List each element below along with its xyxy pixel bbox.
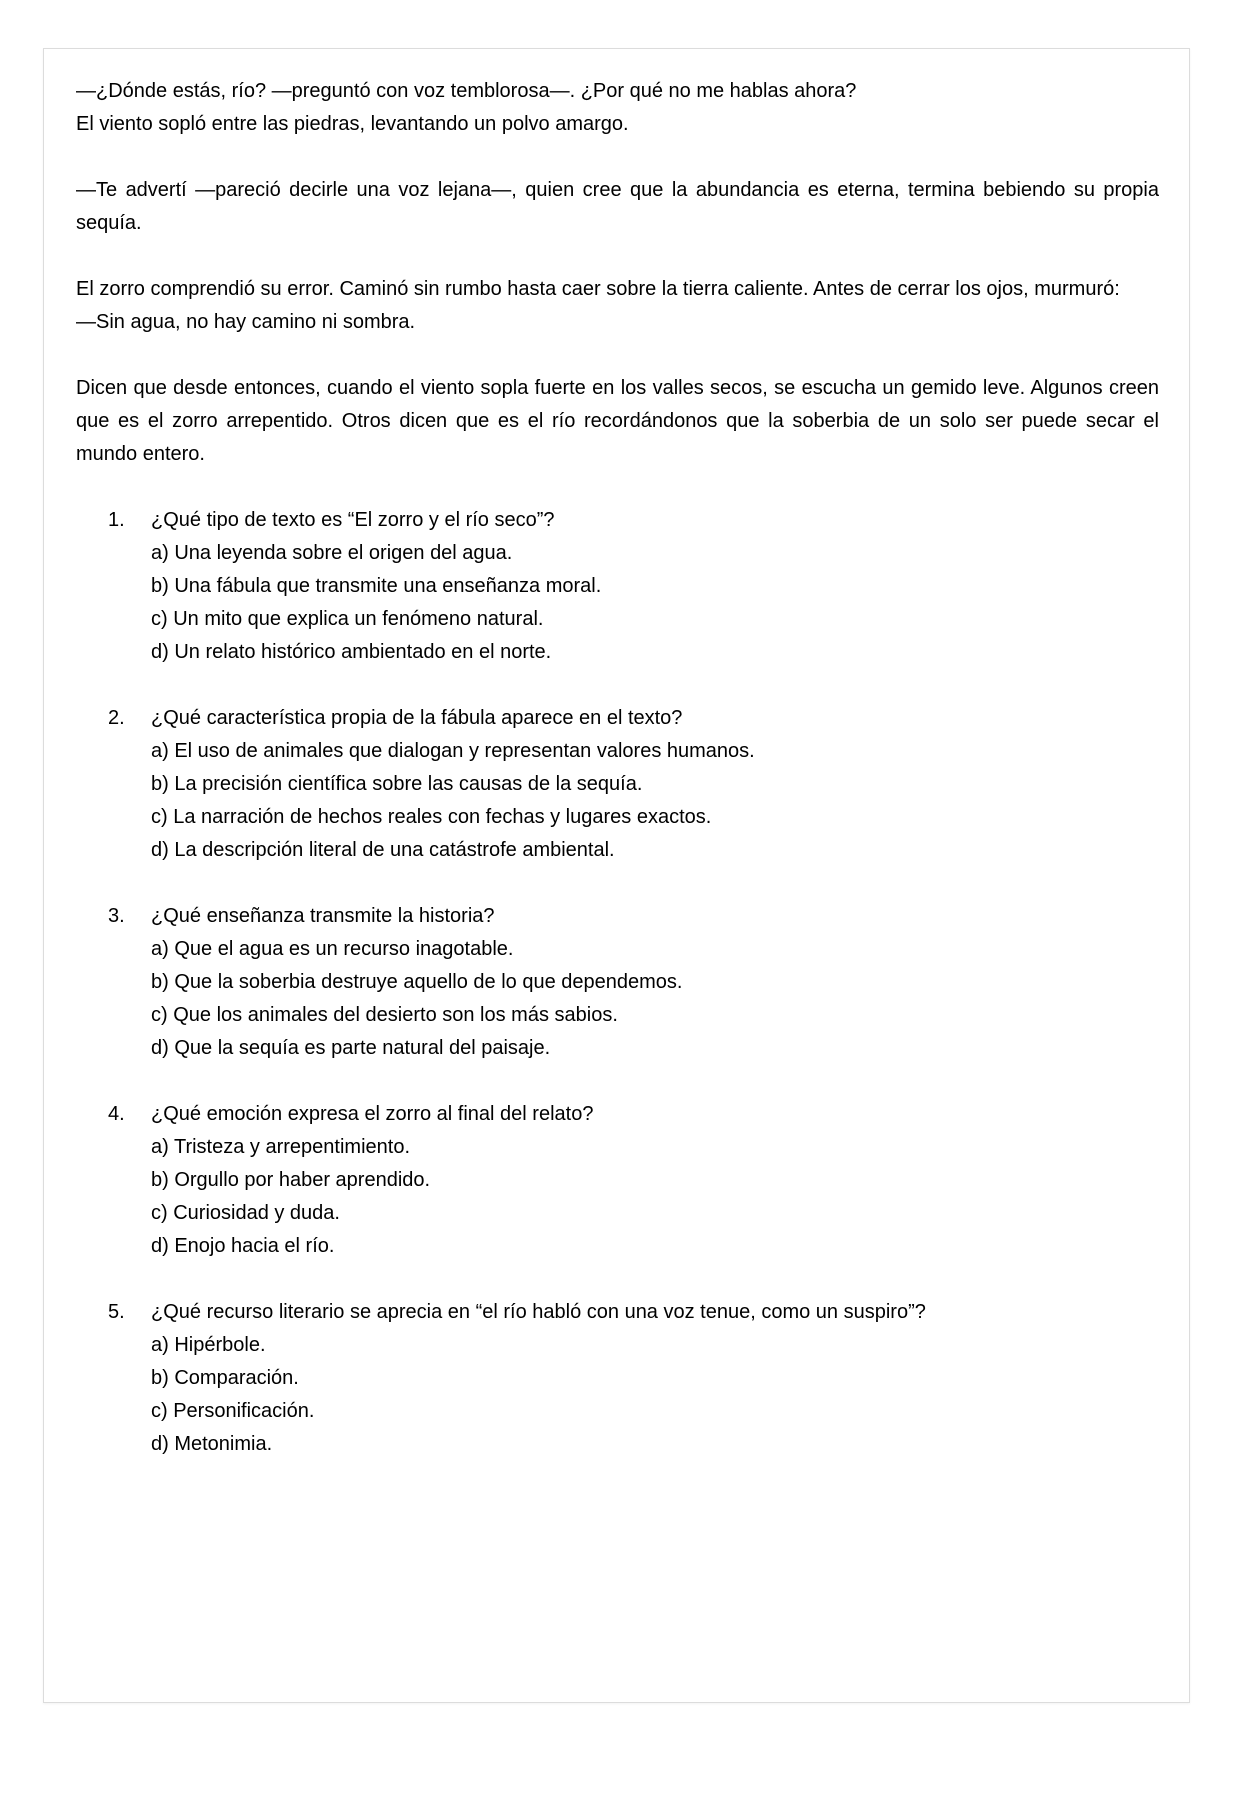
document-page: [43, 48, 1190, 1703]
story-quote-line: —Sin agua, no hay camino ni sombra.: [76, 311, 416, 333]
question-number: 1.: [108, 509, 125, 531]
story-paragraph-ending: Dicen que desde entonces, cuando el viento sopla fuerte en los valles secos, se escucha un gemido leve. Algunos creen que es el zorro arrepentido. Otros dicen que es el río recordándonos que la soberbia de un solo ser puede secar el mundo entero.: [76, 377, 1159, 465]
story-paragraph-error: [76, 273, 1159, 339]
question-number: 4.: [108, 1103, 125, 1125]
question-5: [76, 1296, 1159, 1461]
question-option-d: d) Enojo hacia el río.: [151, 1235, 335, 1257]
question-text: ¿Qué característica propia de la fábula aparece en el texto?: [151, 707, 683, 729]
question-option-b: b) Comparación.: [151, 1367, 299, 1389]
question-option-d: d) Que la sequía es parte natural del paisaje.: [151, 1037, 551, 1059]
question-option-a: a) Tristeza y arrepentimiento.: [151, 1136, 410, 1158]
story-line: El viento sopló entre las piedras, levantando un polvo amargo.: [76, 113, 629, 135]
question-number: 5.: [108, 1301, 125, 1323]
question-option-b: b) Que la soberbia destruye aquello de lo que dependemos.: [151, 971, 683, 993]
question-option-a: a) El uso de animales que dialogan y representan valores humanos.: [151, 740, 755, 762]
question-option-c: c) Curiosidad y duda.: [151, 1202, 340, 1224]
question-option-c: c) Un mito que explica un fenómeno natural.: [151, 608, 544, 630]
question-option-c: c) Personificación.: [151, 1400, 315, 1422]
question-option-a: a) Hipérbole.: [151, 1334, 266, 1356]
question-text: ¿Qué emoción expresa el zorro al final del relato?: [151, 1103, 594, 1125]
story-paragraph-dialogue: [76, 75, 1159, 141]
question-1: [76, 504, 1159, 669]
question-option-d: d) La descripción literal de una catástrofe ambiental.: [151, 839, 615, 861]
question-number: 3.: [108, 905, 125, 927]
question-2: [76, 702, 1159, 867]
question-option-b: b) Una fábula que transmite una enseñanza moral.: [151, 575, 602, 597]
question-text: ¿Qué tipo de texto es “El zorro y el río seco”?: [151, 509, 555, 531]
question-number: 2.: [108, 707, 125, 729]
question-option-c: c) Que los animales del desierto son los más sabios.: [151, 1004, 618, 1026]
question-4: [76, 1098, 1159, 1263]
question-3: [76, 900, 1159, 1065]
question-option-a: a) Que el agua es un recurso inagotable.: [151, 938, 514, 960]
story-line: —¿Dónde estás, río? —preguntó con voz temblorosa—. ¿Por qué no me hablas ahora?: [76, 80, 857, 102]
question-option-c: c) La narración de hechos reales con fechas y lugares exactos.: [151, 806, 712, 828]
question-option-d: d) Un relato histórico ambientado en el norte.: [151, 641, 552, 663]
story-line: El zorro comprendió su error. Caminó sin rumbo hasta caer sobre la tierra caliente. Antes de cerrar los ojos, murmuró:: [76, 278, 1120, 300]
question-option-b: b) Orgullo por haber aprendido.: [151, 1169, 431, 1191]
question-list: [76, 504, 1159, 1461]
question-option-a: a) Una leyenda sobre el origen del agua.: [151, 542, 513, 564]
question-text: ¿Qué recurso literario se aprecia en “el río habló con una voz tenue, como un suspiro”?: [151, 1301, 926, 1323]
story-text: [76, 75, 1159, 471]
question-text: ¿Qué enseñanza transmite la historia?: [151, 905, 495, 927]
question-option-b: b) La precisión científica sobre las causas de la sequía.: [151, 773, 643, 795]
story-paragraph-warning: —Te advertí —pareció decirle una voz lejana—, quien cree que la abundancia es eterna, termina bebiendo su propia sequía.: [76, 179, 1159, 234]
question-option-d: d) Metonimia.: [151, 1433, 273, 1455]
